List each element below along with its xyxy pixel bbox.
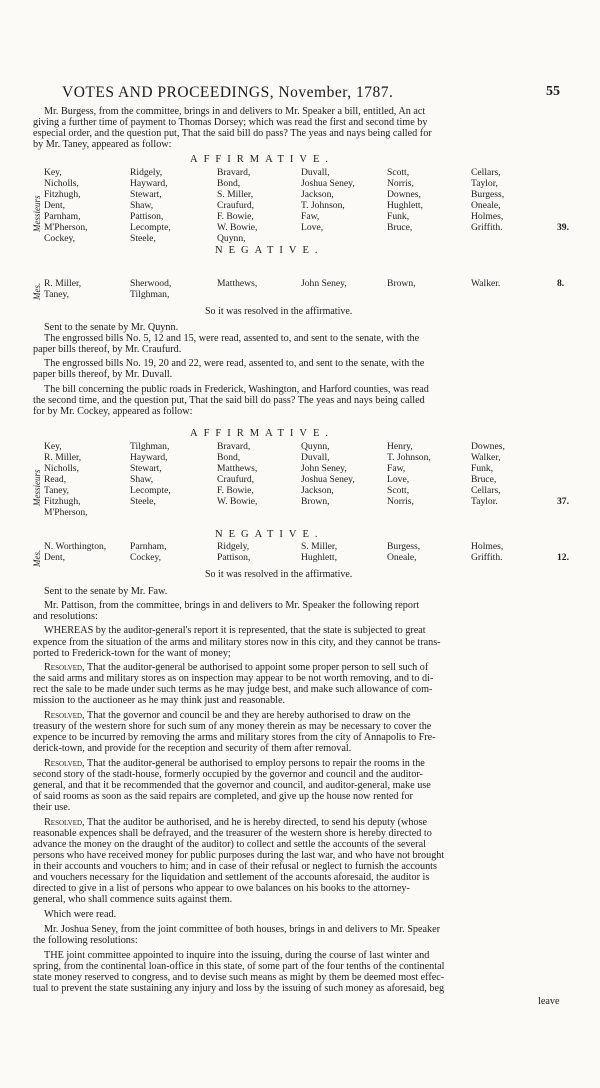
resolution-first-line [44, 662, 428, 673]
member: Funk, [471, 463, 494, 474]
member: Taylor. [471, 496, 498, 507]
resolution-text: That the auditor-general be authorised to employ persons to repair the rooms in the [86, 758, 425, 769]
paragraph-line: THE joint committee appointed to inquire into the issuing, during the course of last winter and [44, 950, 430, 961]
member: W. Bowie, [217, 496, 258, 507]
side-label: Messieurs [32, 195, 42, 232]
vote-row [44, 507, 584, 518]
member: Henry, [387, 441, 413, 452]
paragraph-line: the following resolutions: [33, 935, 138, 946]
member: Hayward, [130, 452, 168, 463]
vote-row [44, 233, 584, 244]
vote-table-negative-2 [44, 541, 584, 563]
member: Walker. [471, 278, 501, 289]
vote-row [44, 552, 584, 563]
paragraph-line: The engrossed bills No. 19, 20 and 22, were read, assented to, and sent to the senate, with the [44, 358, 425, 369]
member: Nicholls, [44, 178, 79, 189]
vote-row [44, 441, 584, 452]
resolution-line: their use. [33, 802, 71, 813]
member: Walker, [471, 452, 501, 463]
vote-row [44, 278, 584, 289]
member: N. Worthington, [44, 541, 107, 552]
paragraph-line: Mr. Joshua Seney, from the joint committee of both houses, brings in and delivers to Mr. Speaker [44, 924, 441, 935]
member: Taylor, [471, 178, 498, 189]
member: Stewart, [130, 189, 162, 200]
paragraph-line: Mr. Pattison, from the committee, brings in and delivers to Mr. Speaker the following report [44, 600, 420, 611]
member: Craufurd, [217, 200, 255, 211]
member: Pattison, [217, 552, 251, 563]
member: Matthews, [217, 278, 258, 289]
member: Hayward, [130, 178, 168, 189]
member: Matthews, [217, 463, 258, 474]
member: Scott, [387, 485, 410, 496]
member: Bond, [217, 178, 241, 189]
resolution-line: directed to give in a list of persons who appear to owe balances on his books to the attorney- [33, 883, 410, 894]
member: M'Pherson, [44, 507, 88, 518]
member: Tilghman, [130, 289, 170, 300]
vote-row [44, 189, 584, 200]
vote-row [44, 200, 584, 211]
member: Lecompte, [130, 222, 171, 233]
vote-row [44, 289, 584, 300]
vote-table-negative-1 [44, 278, 584, 300]
resolution-first-line [44, 758, 425, 769]
vote-total: 8. [557, 278, 565, 289]
member: S. Miller, [301, 541, 338, 552]
paragraph-line: paper bills thereof, by Mr. Duvall. [33, 369, 173, 380]
member: Jackson, [301, 485, 334, 496]
page-number: 55 [546, 84, 560, 99]
paragraph-line: Sent to the senate by Mr. Quynn. [44, 322, 179, 333]
vote-row [44, 452, 584, 463]
member: Shaw, [130, 474, 154, 485]
member: Norris, [387, 178, 414, 189]
member: Scott, [387, 167, 410, 178]
member: Sherwood, [130, 278, 172, 289]
paragraph-line: tual to prevent the state sustaining any injury and loss by the issuing of such money as aforesaid, beg [33, 983, 445, 994]
affirmative-heading: AFFIRMATIVE. [190, 154, 335, 165]
member: R. Miller, [44, 278, 82, 289]
member: John Seney, [301, 463, 347, 474]
resolution-text: That the auditor be authorised, and he is hereby directed, to send his deputy (whose [86, 817, 428, 828]
negative-heading: NEGATIVE. [215, 245, 324, 256]
member: Hughlett, [301, 552, 337, 563]
member: Faw, [301, 211, 320, 222]
member: Jackson, [301, 189, 334, 200]
member: Holmes, [471, 211, 504, 222]
member: Brown, [301, 496, 330, 507]
member: Downes, [387, 189, 421, 200]
vote-row [44, 541, 584, 552]
resolution-line: rect the sale to be made under such terms as he may judge best, and make such allowance of com- [33, 684, 433, 695]
resolution-line: mission to the auctioneer as he may think just and reasonable. [33, 695, 286, 706]
member: Quynn, [301, 441, 330, 452]
member: Ridgely, [130, 167, 163, 178]
member: Norris, [387, 496, 414, 507]
member: M'Pherson, [44, 222, 88, 233]
vote-row [44, 167, 584, 178]
resolution-line: of said rooms as soon as the said repairs are completed, and give up the house now rented for [33, 791, 413, 802]
member: Bruce, [471, 474, 497, 485]
vote-row [44, 496, 584, 507]
resolution-line: general, and that it be recommended that the governor and council, and auditor-general, make use [33, 780, 431, 791]
resolution-line: persons who have received money for public purposes during the last war, and who have not brought [33, 850, 445, 861]
member: T. Johnson, [387, 452, 431, 463]
paragraph-line: giving a further time of payment to Thomas Dorsey; which was read the first and second time by [33, 117, 428, 128]
member: Ridgely, [217, 541, 250, 552]
member: R. Miller, [44, 452, 82, 463]
member: Taney, [44, 289, 70, 300]
member: Fitzhugh, [44, 496, 81, 507]
member: W. Bowie, [217, 222, 258, 233]
member: S. Miller, [217, 189, 254, 200]
member: Taney, [44, 485, 70, 496]
member: Key, [44, 441, 62, 452]
member: Cellars, [471, 167, 501, 178]
paragraph-line: by Mr. Taney, appeared as follow: [33, 139, 172, 150]
paragraph-line: state money reserved to congress, and to devise such means as might by them be deemed most effec- [33, 972, 445, 983]
paragraph-line: the second time, and the question put, That the said bill do pass? The yeas and nays being called [33, 395, 425, 406]
member: Duvall, [301, 167, 330, 178]
vote-total: 39. [557, 222, 569, 233]
member: Griffith. [471, 222, 503, 233]
resolution-line: derick-town, and provide for the reception and security of them after removal. [33, 743, 352, 754]
member: T. Johnson, [301, 200, 345, 211]
member: Oneale, [387, 552, 417, 563]
member: Dent, [44, 552, 66, 563]
negative-heading: NEGATIVE. [215, 529, 324, 540]
side-label: Mes. [32, 282, 42, 300]
side-label: Mes. [32, 549, 42, 567]
member: John Seney, [301, 278, 347, 289]
resolution-line: treasury of the western shore for such sum of any money therein as may be necessary to cover the [33, 721, 432, 732]
vote-row [44, 211, 584, 222]
resolution-first-line [44, 710, 411, 721]
vote-total: 37. [557, 496, 569, 507]
paragraph-line: spring, from the continental loan-office in this state, of some part of the four tenths of the continental [33, 961, 445, 972]
vote-row [44, 178, 584, 189]
member: Downes, [471, 441, 505, 452]
resolved-word: Resolved, [44, 710, 85, 721]
resolution-line: general, who shall commence suits against them. [33, 894, 233, 905]
paragraph-line: The bill concerning the public roads in Frederick, Washington, and Harford counties, was read [44, 384, 429, 395]
affirmative-heading: AFFIRMATIVE. [190, 428, 335, 439]
paragraph-line: for by Mr. Cockey, appeared as follow: [33, 406, 193, 417]
member: Burgess, [387, 541, 421, 552]
member: Nicholls, [44, 463, 79, 474]
resolution-line: advance the money on the draught of the auditor) to collect and settle the accounts of the several [33, 839, 426, 850]
vote-total: 12. [557, 552, 569, 563]
member: Duvall, [301, 452, 330, 463]
page-header [0, 84, 600, 102]
vote-table-affirmative-2 [44, 441, 584, 518]
member: Dent, [44, 200, 66, 211]
resolution-line: reasonable expences shall be defrayed, and the treasurer of the western shore is hereby directed to [33, 828, 432, 839]
member: Read, [44, 474, 67, 485]
member: Bravard, [217, 441, 251, 452]
vote-result: So it was resolved in the affirmative. [205, 569, 353, 580]
paragraph-line: paper bills thereof, by Mr. Craufurd. [33, 344, 182, 355]
resolution-text: That the auditor-general be authorised to appoint some proper person to sell such of [86, 662, 429, 673]
vote-row [44, 485, 584, 496]
resolution-line: the said arms and military stores as on inspection may appear to be not worth removing, and to di- [33, 673, 434, 684]
member: Stewart, [130, 463, 162, 474]
member: Pattison, [130, 211, 164, 222]
member: Steele, [130, 496, 156, 507]
member: Cellars, [471, 485, 501, 496]
member: Bravard, [217, 167, 251, 178]
paragraph-line: WHEREAS by the auditor-general's report it is represented, that the state is subjected to great [44, 625, 426, 636]
member: Shaw, [130, 200, 154, 211]
member: Lecompte, [130, 485, 171, 496]
member: Craufurd, [217, 474, 255, 485]
member: Parnham, [130, 541, 167, 552]
paragraph-line: Sent to the senate by Mr. Faw. [44, 586, 168, 597]
resolved-word: Resolved, [44, 758, 85, 769]
member: Quynn, [217, 233, 246, 244]
resolution-first-line [44, 817, 427, 828]
vote-result: So it was resolved in the affirmative. [205, 306, 353, 317]
member: Fitzhugh, [44, 189, 81, 200]
paragraph-line: and resolutions: [33, 611, 98, 622]
side-label: Messieurs [32, 469, 42, 506]
member: Holmes, [471, 541, 504, 552]
running-title: VOTES AND PROCEEDINGS, November, 1787. [62, 84, 394, 101]
paragraph-line: Which were read. [44, 909, 117, 920]
member: Hughlett, [387, 200, 423, 211]
member: Bond, [217, 452, 241, 463]
member: Cockey, [130, 552, 162, 563]
member: F. Bowie, [217, 211, 254, 222]
vote-row [44, 222, 584, 233]
resolved-word: Resolved, [44, 662, 85, 673]
member: Love, [387, 474, 410, 485]
member: Burgess, [471, 189, 505, 200]
member: Faw, [387, 463, 406, 474]
vote-table-affirmative-1 [44, 167, 584, 244]
member: Brown, [387, 278, 416, 289]
member: Parnham, [44, 211, 81, 222]
member: Joshua Seney, [301, 178, 355, 189]
resolution-text: That the governor and council be and they are hereby authorised to draw on the [86, 710, 411, 721]
member: Griffith. [471, 552, 503, 563]
member: Tilghman, [130, 441, 170, 452]
paragraph-line: Mr. Burgess, from the committee, brings in and delivers to Mr. Speaker a bill, entitled, An act [44, 106, 426, 117]
member: F. Bowie, [217, 485, 254, 496]
member: Steele, [130, 233, 156, 244]
paragraph-line: ported to Frederick-town for the want of money; [33, 648, 231, 659]
member: Bruce, [387, 222, 413, 233]
member: Cockey, [44, 233, 76, 244]
paragraph-line: The engrossed bills No. 5, 12 and 15, were read, assented to, and sent to the senate, with the [44, 333, 420, 344]
member: Funk, [387, 211, 410, 222]
member: Key, [44, 167, 62, 178]
member: Joshua Seney, [301, 474, 355, 485]
resolution-line: second story of the stadt-house, formerly occupied by the governor and council and the auditor- [33, 769, 423, 780]
vote-row [44, 463, 584, 474]
member: Oneale, [471, 200, 501, 211]
resolved-word: Resolved, [44, 817, 85, 828]
member: Love, [301, 222, 324, 233]
vote-row [44, 474, 584, 485]
catchword: leave [538, 996, 560, 1007]
paragraph-line: especial order, and the question put, That the said bill do pass? The yeas and nays being called for [33, 128, 432, 139]
resolution-line: expence to be incurred by removing the arms and military stores from the city of Annapolis to Fre- [33, 732, 436, 743]
paragraph-line: expence from the situation of the arms and military stores now in this city, and they cannot be trans- [33, 637, 441, 648]
resolution-line: and vouchers necessary for the liquidation and settlement of the accounts aforesaid, the auditor is [33, 872, 430, 883]
resolution-line: in their accounts and vouchers to him; and in case of their refusal or neglect to furnish the accounts [33, 861, 437, 872]
